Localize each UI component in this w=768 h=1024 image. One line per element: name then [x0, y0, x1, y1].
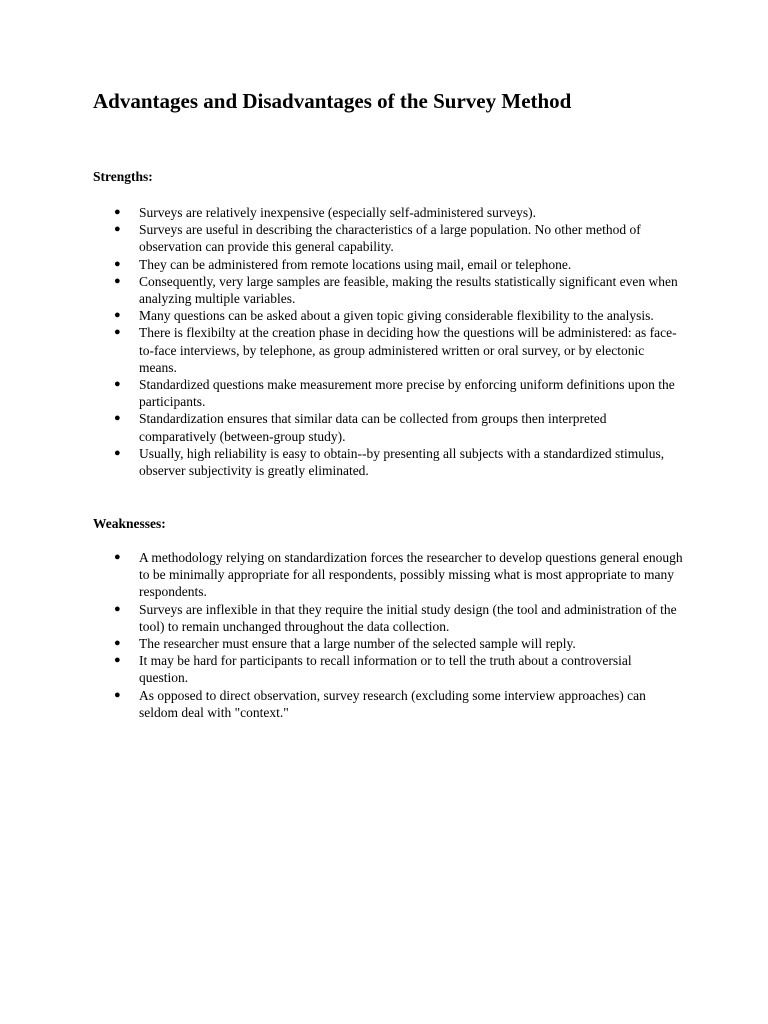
list-item-text: A methodology relying on standardization forces the researcher to develop questions general enough to be minimally appropriate for all respondents, possibly missing what is most appropriate to many respondents.	[139, 550, 683, 600]
document-title: Advantages and Disadvantages of the Survey Method	[93, 89, 572, 113]
bullet-icon: ●	[114, 378, 121, 391]
list-item-text: They can be administered from remote locations using mail, email or telephone.	[139, 256, 572, 272]
list-item-text: There is flexibilty at the creation phase in deciding how the questions will be administered: as face-to-face interviews, by telephone, as group administered written or oral survey, or by electonic means.	[139, 325, 677, 375]
list-item	[93, 445, 683, 479]
bullet-icon: ●	[114, 446, 121, 459]
list-item-text: It may be hard for participants to recall information or to tell the truth about a controversial question.	[139, 653, 632, 686]
list-item-text: The researcher must ensure that a large number of the selected sample will reply.	[139, 636, 576, 652]
list-item-text: Surveys are relatively inexpensive (especially self-administered surveys).	[139, 205, 536, 220]
list-item	[93, 549, 683, 601]
bullet-icon: ●	[114, 551, 121, 563]
list-item-text: Surveys are inflexible in that they require the initial study design (the tool and administration of the tool) to remain unchanged throughout the data collection.	[139, 601, 677, 634]
bullet-icon: ●	[114, 206, 121, 218]
list-item-text: Standardized questions make measurement more precise by enforcing uniform definitions upon the participants.	[139, 377, 675, 410]
list-item	[93, 687, 683, 721]
bullet-icon: ●	[114, 688, 121, 701]
list-item-text: As opposed to direct observation, survey research (excluding some interview approaches) can seldom deal with "context."	[139, 687, 646, 720]
list-item-text: Usually, high reliability is easy to obtain--by presenting all subjects with a standardized stimulus, observer subjectivity is greatly eliminated.	[139, 445, 665, 479]
list-item	[93, 376, 683, 410]
list-item	[93, 256, 683, 273]
list-item-text: Surveys are useful in describing the characteristics of a large population. No other method of observation can provide this general capability.	[139, 222, 641, 255]
list-item	[93, 601, 683, 635]
list-item-text: Many questions can be asked about a given topic giving considerable flexibility to the analysis.	[139, 308, 654, 324]
bullet-icon: ●	[114, 223, 121, 236]
list-item	[93, 273, 683, 307]
bullet-icon: ●	[114, 637, 121, 650]
list-item	[93, 324, 683, 376]
bullet-icon: ●	[114, 326, 121, 339]
list-item	[93, 652, 683, 686]
list-item	[93, 307, 683, 324]
bullet-icon: ●	[114, 274, 121, 287]
bullet-icon: ●	[114, 412, 121, 425]
list-item	[93, 635, 683, 652]
bullet-icon: ●	[114, 309, 121, 322]
bullet-icon: ●	[114, 654, 121, 667]
list-item	[93, 204, 683, 221]
bullet-icon: ●	[114, 257, 121, 270]
list-item-text: Consequently, very large samples are feasible, making the results statistically significant even when analyzing multiple variables.	[139, 273, 678, 307]
list-item	[93, 221, 683, 255]
strengths-heading: Strengths:	[93, 169, 153, 184]
weaknesses-list	[93, 549, 683, 721]
weaknesses-heading: Weaknesses:	[93, 516, 166, 531]
list-item-text: Standardization ensures that similar data can be collected from groups then interpreted comparatively (between-group study).	[139, 411, 607, 444]
strengths-list	[93, 204, 683, 479]
bullet-icon: ●	[114, 602, 121, 615]
list-item	[93, 410, 683, 444]
